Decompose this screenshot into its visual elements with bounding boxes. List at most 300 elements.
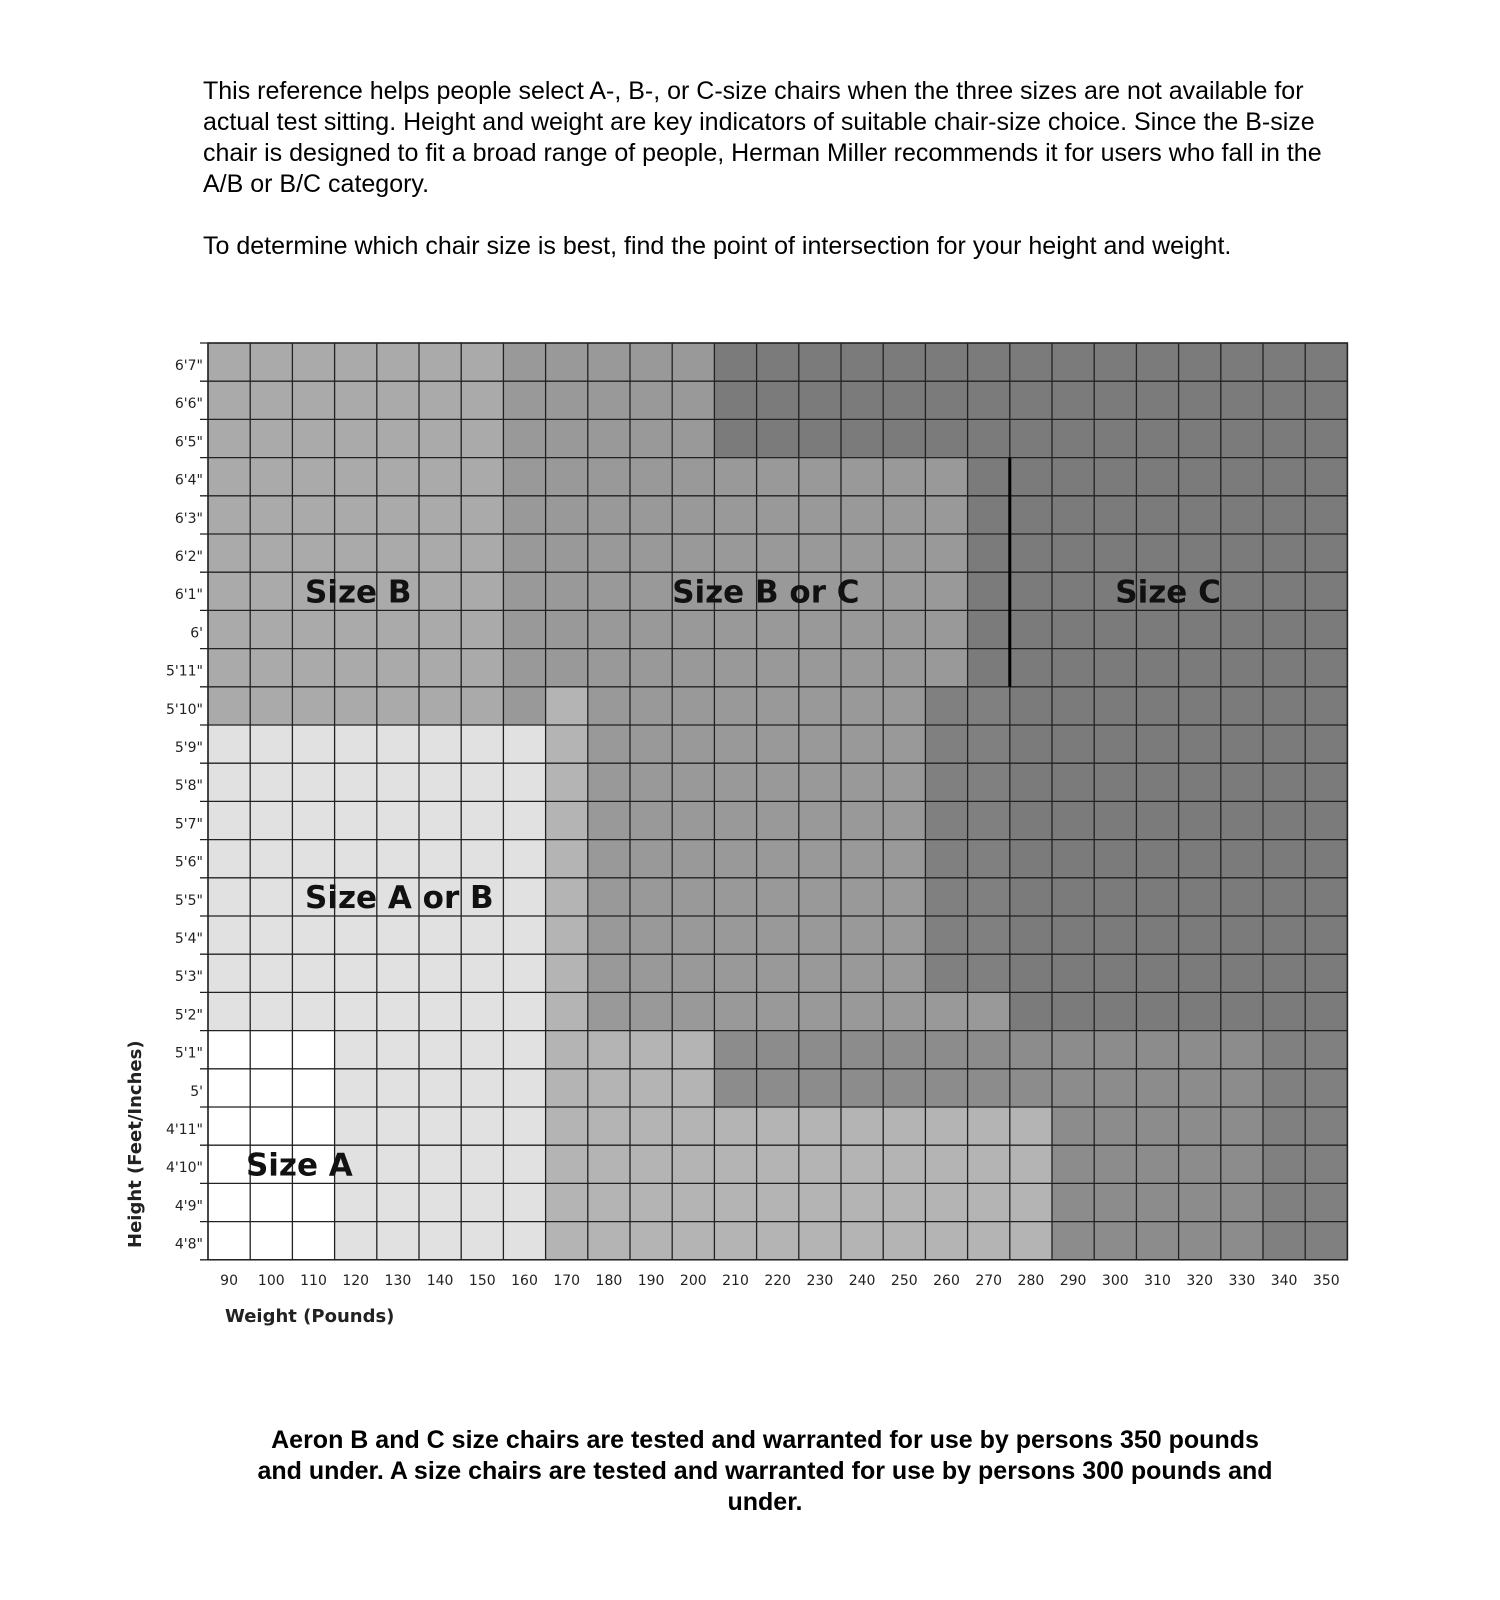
grid-cell (968, 916, 1011, 955)
grid-cell (377, 916, 420, 955)
grid-cell (799, 1183, 842, 1222)
grid-cell (1263, 763, 1306, 802)
grid-cell (1010, 343, 1053, 382)
grid-cell (883, 992, 926, 1031)
grid-cell (925, 381, 968, 420)
grid-cell (841, 534, 884, 573)
grid-cell (546, 572, 589, 611)
grid-cell (1052, 1031, 1095, 1070)
grid-cell (925, 801, 968, 840)
grid-cell (588, 954, 631, 993)
grid-cell (335, 419, 378, 458)
intro-paragraph-1: This reference helps people select A-, B-, or C-size chairs when the three sizes are not available for actual test sitting. Height and weight are key indicators of suitable chair-size choice. Since the B-size chair is designed to fit a broad range of people, Herman Miller recommends it for users who fall in the A/B or B/C category. (203, 77, 1322, 198)
grid-cell (503, 1145, 546, 1184)
grid-cell (1094, 381, 1137, 420)
grid-cell (925, 458, 968, 497)
grid-cell (1094, 840, 1137, 879)
grid-cell (630, 916, 673, 955)
grid-cell (250, 840, 293, 879)
x-tick-label: 170 (553, 1272, 581, 1289)
grid-cell (1263, 458, 1306, 497)
grid-cell (250, 649, 293, 688)
x-tick-label: 160 (511, 1272, 538, 1289)
grid-cell (757, 840, 800, 879)
grid-cell (714, 801, 757, 840)
grid-cell (714, 343, 757, 382)
grid-cell (588, 419, 631, 458)
grid-cell (799, 1107, 842, 1146)
grid-cell (250, 1031, 293, 1070)
y-tick-label: 5'11" (165, 663, 203, 680)
grid-cell (335, 916, 378, 955)
grid-cell (714, 1107, 757, 1146)
grid-cell (841, 458, 884, 497)
grid-cell (1010, 572, 1053, 611)
grid-cell (588, 496, 631, 535)
grid-cell (588, 1183, 631, 1222)
grid-cell (1052, 419, 1095, 458)
grid-cell (968, 1222, 1011, 1261)
grid-cell (461, 458, 504, 497)
grid-cell (757, 992, 800, 1031)
grid-cell (883, 419, 926, 458)
grid-cell (292, 801, 335, 840)
grid-cell (925, 878, 968, 917)
grid-cell (968, 763, 1011, 802)
grid-cell (377, 1107, 420, 1146)
grid-cell (1136, 1145, 1179, 1184)
grid-cell (208, 458, 251, 497)
grid-cell (461, 954, 504, 993)
grid-cell (503, 1183, 546, 1222)
grid-cell (503, 801, 546, 840)
x-tick-label: 280 (1017, 1272, 1045, 1289)
grid-cell (672, 992, 715, 1031)
grid-cell (1052, 840, 1095, 879)
grid-cell (1094, 1107, 1137, 1146)
grid-cell (714, 1069, 757, 1108)
grid-cell (883, 1069, 926, 1108)
grid-cell (503, 534, 546, 573)
grid-cell (757, 687, 800, 726)
grid-cell (925, 649, 968, 688)
x-axis-label: Weight (Pounds) (225, 1306, 395, 1327)
grid-cell (672, 419, 715, 458)
grid-cell (1052, 572, 1095, 611)
grid-cell (968, 725, 1011, 764)
y-tick-label: 5' (190, 1083, 203, 1100)
grid-cell (461, 572, 504, 611)
grid-cell (968, 458, 1011, 497)
grid-cell (1179, 1222, 1222, 1261)
grid-cell (461, 1031, 504, 1070)
grid-cell (588, 1031, 631, 1070)
grid-cell (1010, 840, 1053, 879)
grid-cell (377, 649, 420, 688)
grid-cell (546, 687, 589, 726)
grid-cell (208, 1145, 251, 1184)
grid-cell (630, 1222, 673, 1261)
grid-cell (1094, 1031, 1137, 1070)
grid-cell (1010, 1222, 1053, 1261)
grid-cell (1094, 1069, 1137, 1108)
grid-cell (419, 649, 462, 688)
grid-cell (968, 840, 1011, 879)
grid-cell (757, 649, 800, 688)
grid-cell (1136, 992, 1179, 1031)
grid-cell (250, 954, 293, 993)
grid-cell (968, 572, 1011, 611)
grid-cell (292, 649, 335, 688)
grid-cell (1179, 496, 1222, 535)
grid-cell (503, 763, 546, 802)
grid-cell (968, 1107, 1011, 1146)
grid-cell (883, 381, 926, 420)
grid-cell (208, 763, 251, 802)
x-tick-label: 350 (1312, 1272, 1340, 1289)
grid-cell (883, 725, 926, 764)
grid-cell (1263, 534, 1306, 573)
y-tick-label: 6'6" (174, 396, 203, 413)
grid-cell (1263, 610, 1306, 649)
grid-cell (672, 496, 715, 535)
grid-cell (1221, 954, 1264, 993)
grid-cell (757, 725, 800, 764)
grid-cell (672, 725, 715, 764)
y-tick-label: 5'4" (174, 931, 203, 947)
grid-cell (1094, 649, 1137, 688)
grid-cell (1052, 1222, 1095, 1261)
grid-cell (1305, 992, 1348, 1031)
grid-cell (1305, 878, 1348, 917)
grid-cell (1221, 534, 1264, 573)
grid-cell (841, 801, 884, 840)
grid-cell (1263, 1107, 1306, 1146)
x-tick-label: 340 (1270, 1272, 1298, 1289)
grid-cell (757, 954, 800, 993)
y-tick-label: 4'10" (165, 1160, 203, 1177)
grid-cell (503, 1069, 546, 1108)
grid-cell (672, 381, 715, 420)
grid-cell (377, 725, 420, 764)
size-a-or-b-label: Size A or B (305, 879, 494, 916)
grid-cell (208, 801, 251, 840)
grid-cell (1305, 1107, 1348, 1146)
grid-cell (208, 610, 251, 649)
grid-cell (1010, 1031, 1053, 1070)
grid-cell (335, 1107, 378, 1146)
grid-cell (1010, 1145, 1053, 1184)
grid-cell (503, 954, 546, 993)
grid-cell (672, 954, 715, 993)
grid-cell (250, 381, 293, 420)
y-tick-label: 4'9" (174, 1198, 203, 1215)
grid-cell (588, 649, 631, 688)
grid-cell (503, 1107, 546, 1146)
grid-cell (588, 725, 631, 764)
size-b-label: Size B (305, 574, 412, 611)
y-tick-label: 5'6" (174, 854, 203, 871)
grid-cell (546, 343, 589, 382)
grid-cell (461, 763, 504, 802)
grid-cell (1052, 878, 1095, 917)
grid-cell (419, 1031, 462, 1070)
x-tick-label: 330 (1228, 1272, 1256, 1289)
grid-cell (546, 649, 589, 688)
grid-cell (588, 1107, 631, 1146)
grid-cell (672, 1222, 715, 1261)
grid-cell (377, 343, 420, 382)
grid-cell (250, 419, 293, 458)
grid-cell (1179, 649, 1222, 688)
grid-cell (1221, 763, 1264, 802)
grid-cell (1305, 572, 1348, 611)
grid-cell (377, 1183, 420, 1222)
grid-cell (461, 992, 504, 1031)
grid-cell (208, 1183, 251, 1222)
grid-cell (588, 992, 631, 1031)
grid-cell (377, 1069, 420, 1108)
grid-cell (503, 687, 546, 726)
grid-cell (968, 649, 1011, 688)
grid-cell (292, 992, 335, 1031)
grid-cell (1094, 954, 1137, 993)
grid-cell (883, 458, 926, 497)
grid-cell (1136, 496, 1179, 535)
grid-cell (377, 801, 420, 840)
grid-cell (503, 649, 546, 688)
grid-cell (1094, 534, 1137, 573)
grid-cell (377, 992, 420, 1031)
grid-cell (1052, 801, 1095, 840)
grid-cell (335, 763, 378, 802)
grid-cell (1094, 801, 1137, 840)
grid-cell (672, 1069, 715, 1108)
grid-cell (757, 1145, 800, 1184)
grid-cell (377, 419, 420, 458)
grid-cell (968, 992, 1011, 1031)
grid-cell (841, 649, 884, 688)
grid-cell (1136, 343, 1179, 382)
grid-cell (968, 687, 1011, 726)
grid-cell (1010, 649, 1053, 688)
grid-cell (1179, 419, 1222, 458)
grid-cell (630, 1069, 673, 1108)
grid-cell (925, 1069, 968, 1108)
grid-cell (714, 1183, 757, 1222)
grid-cell (1179, 1145, 1222, 1184)
grid-cell (672, 763, 715, 802)
grid-cell (588, 687, 631, 726)
grid-cell (292, 534, 335, 573)
grid-cell (250, 572, 293, 611)
grid-cell (968, 610, 1011, 649)
grid-cell (757, 1107, 800, 1146)
grid-cell (714, 840, 757, 879)
grid-cell (208, 649, 251, 688)
grid-cell (208, 572, 251, 611)
grid-cell (292, 687, 335, 726)
grid-cell (672, 687, 715, 726)
grid-cell (1052, 1145, 1095, 1184)
grid-cell (1221, 343, 1264, 382)
grid-cell (546, 496, 589, 535)
grid-cell (1094, 458, 1137, 497)
grid-cell (968, 419, 1011, 458)
grid-cell (968, 801, 1011, 840)
grid-cell (1221, 572, 1264, 611)
grid-cell (1305, 1031, 1348, 1070)
grid-cell (925, 954, 968, 993)
grid-cell (208, 419, 251, 458)
grid-cell (1094, 343, 1137, 382)
grid-cell (461, 649, 504, 688)
grid-cell (250, 725, 293, 764)
grid-cell (1094, 1183, 1137, 1222)
grid-cell (335, 954, 378, 993)
grid-cell (757, 534, 800, 573)
grid-cell (335, 610, 378, 649)
grid-cell (1221, 992, 1264, 1031)
grid-cell (1221, 916, 1264, 955)
grid-cell (1010, 725, 1053, 764)
grid-cell (925, 1031, 968, 1070)
grid-cell (1305, 610, 1348, 649)
grid-cell (925, 687, 968, 726)
grid-cell (588, 801, 631, 840)
grid-cell (799, 992, 842, 1031)
grid-cell (588, 1145, 631, 1184)
y-tick-label: 4'8" (174, 1236, 203, 1253)
grid-cell (1010, 610, 1053, 649)
grid-cell (1052, 1069, 1095, 1108)
grid-cell (503, 1031, 546, 1070)
grid-cell (714, 763, 757, 802)
x-tick-labels (220, 1273, 1339, 1289)
grid-cell (292, 840, 335, 879)
grid-cell (588, 610, 631, 649)
grid-cell (503, 916, 546, 955)
grid-cell (377, 954, 420, 993)
grid-cell (672, 1031, 715, 1070)
grid-cell (1179, 343, 1222, 382)
grid-cell (546, 458, 589, 497)
grid-cell (588, 458, 631, 497)
grid-cell (714, 878, 757, 917)
grid-cell (250, 1107, 293, 1146)
x-tick-label: 150 (468, 1272, 496, 1289)
grid-cell (292, 419, 335, 458)
grid-cell (841, 1222, 884, 1261)
x-tick-label: 240 (848, 1272, 876, 1289)
grid-cell (461, 534, 504, 573)
grid-cell (925, 1222, 968, 1261)
grid-cell (841, 343, 884, 382)
grid-cell (335, 1069, 378, 1108)
grid-cell (1136, 649, 1179, 688)
grid-cell (1221, 1031, 1264, 1070)
grid-cell (1305, 954, 1348, 993)
grid-cell (461, 725, 504, 764)
grid-cell (841, 1145, 884, 1184)
grid-cell (1221, 725, 1264, 764)
grid-cell (1179, 1183, 1222, 1222)
grid-cell (883, 649, 926, 688)
grid-cell (292, 954, 335, 993)
grid-cell (672, 1107, 715, 1146)
grid-cell (630, 381, 673, 420)
grid-cell (1179, 992, 1222, 1031)
grid-cell (546, 992, 589, 1031)
grid-cell (630, 649, 673, 688)
grid-cell (672, 610, 715, 649)
grid-cell (1263, 725, 1306, 764)
grid-cell (250, 1069, 293, 1108)
grid-cell (419, 992, 462, 1031)
grid-cell (419, 801, 462, 840)
grid-cell (672, 343, 715, 382)
grid-cell (799, 725, 842, 764)
grid-cell (208, 343, 251, 382)
grid-cell (208, 381, 251, 420)
grid-cell (292, 610, 335, 649)
grid-cell (419, 419, 462, 458)
grid-cell (461, 496, 504, 535)
grid-cell (1052, 458, 1095, 497)
grid-cell (1094, 610, 1137, 649)
grid-cell (1305, 419, 1348, 458)
grid-cell (419, 687, 462, 726)
grid-cell (546, 381, 589, 420)
grid-cell (546, 1145, 589, 1184)
grid-cell (292, 1183, 335, 1222)
grid-cell (1263, 992, 1306, 1031)
grid-cell (1010, 496, 1053, 535)
grid-cell (419, 916, 462, 955)
grid-cell (883, 1145, 926, 1184)
size-b-or-c-label: Size B or C (672, 574, 860, 611)
grid-cell (1136, 725, 1179, 764)
grid-cell (799, 419, 842, 458)
warranty-note: Aeron B and C size chairs are tested and warranted for use by persons 350 pounds and under. A size chairs are tested and warranted for use by persons 300 pounds and under. (257, 1426, 1273, 1516)
grid-cell (1094, 419, 1137, 458)
grid-cell (546, 1031, 589, 1070)
grid-cell (1136, 801, 1179, 840)
grid-cell (757, 1031, 800, 1070)
grid-cell (1263, 1145, 1306, 1184)
grid-cell (883, 496, 926, 535)
grid-cell (799, 687, 842, 726)
grid-cell (250, 1222, 293, 1261)
grid-cell (714, 610, 757, 649)
grid-cell (1136, 763, 1179, 802)
x-tick-label: 100 (257, 1272, 285, 1289)
grid-cell (335, 534, 378, 573)
grid-cell (335, 381, 378, 420)
grid-cell (925, 916, 968, 955)
grid-cell (1094, 1222, 1137, 1261)
grid-cell (841, 916, 884, 955)
grid-cell (799, 1145, 842, 1184)
grid-cell (419, 1145, 462, 1184)
grid-cell (377, 458, 420, 497)
grid-cell (883, 572, 926, 611)
grid-cell (292, 1031, 335, 1070)
x-tick-label: 210 (722, 1272, 749, 1289)
y-tick-label: 6'1" (174, 587, 203, 604)
y-tick-label: 6'4" (174, 472, 203, 489)
grid-cell (714, 649, 757, 688)
